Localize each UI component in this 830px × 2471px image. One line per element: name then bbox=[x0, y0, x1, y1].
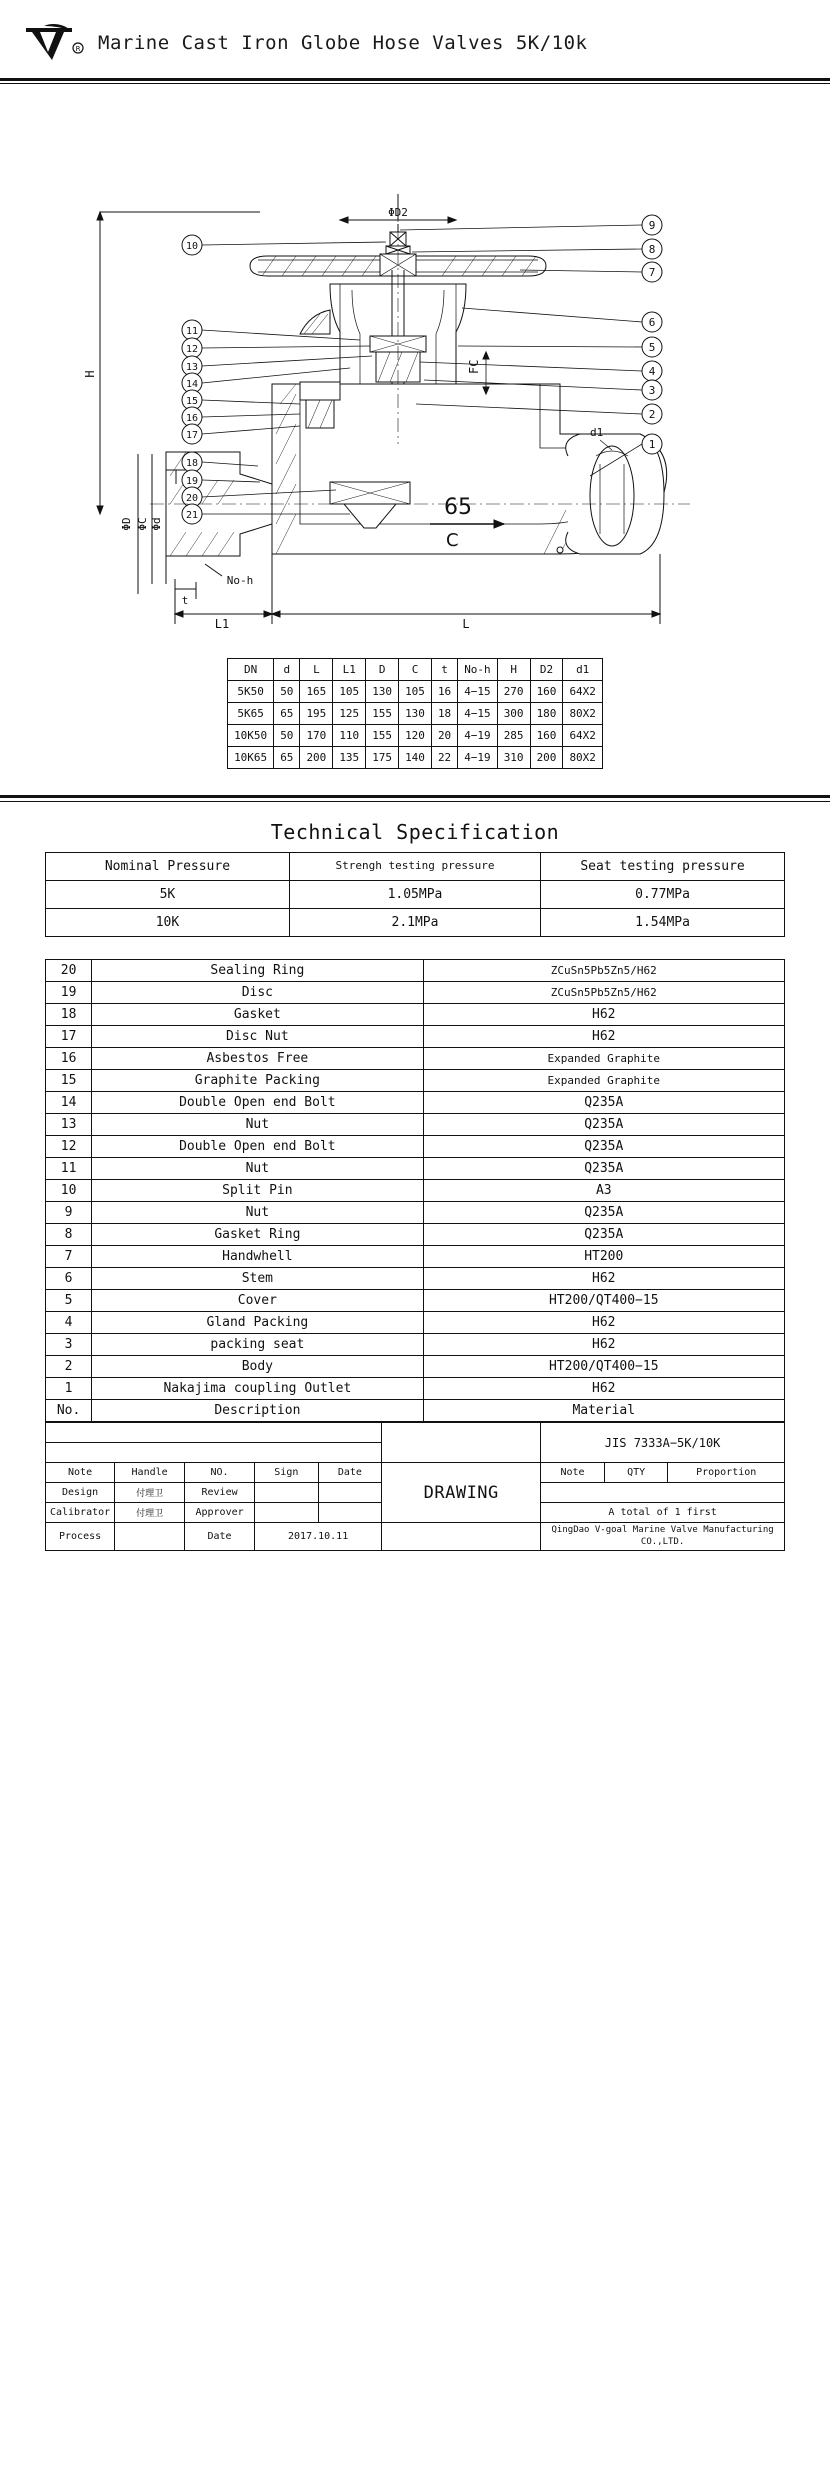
dim-header-cell: L1 bbox=[333, 659, 366, 681]
dim-cell: 64X2 bbox=[563, 725, 603, 747]
dim-cell: 130 bbox=[399, 703, 432, 725]
part-material: Q235A bbox=[423, 1092, 784, 1114]
part-description: Split Pin bbox=[92, 1180, 423, 1202]
tb-date-design bbox=[318, 1483, 382, 1503]
tb-header-date: Date bbox=[318, 1463, 382, 1483]
tb-blank-bottom bbox=[382, 1523, 541, 1551]
svg-text:Φd: Φd bbox=[150, 517, 163, 531]
part-description: Sealing Ring bbox=[92, 960, 423, 982]
dim-cell: 180 bbox=[530, 703, 563, 725]
dim-cell: 300 bbox=[497, 703, 530, 725]
tb-mid-approver: Approver bbox=[185, 1503, 255, 1523]
dim-cell: 160 bbox=[530, 725, 563, 747]
dim-header-cell: No-h bbox=[458, 659, 498, 681]
table-row bbox=[46, 1070, 785, 1092]
dim-cell: 4−19 bbox=[458, 725, 498, 747]
page-header bbox=[0, 0, 830, 72]
dim-cell: 195 bbox=[300, 703, 333, 725]
dim-cell: 20 bbox=[431, 725, 457, 747]
part-number: 11 bbox=[46, 1158, 92, 1180]
table-row bbox=[46, 881, 785, 909]
dim-cell: 125 bbox=[333, 703, 366, 725]
part-description: Body bbox=[92, 1356, 423, 1378]
dim-cell: 155 bbox=[366, 703, 399, 725]
header-rule-thick bbox=[0, 78, 830, 81]
tech-header-strength-test: Strengh testing pressure bbox=[289, 853, 540, 881]
dim-header-cell: d bbox=[274, 659, 300, 681]
part-material: Q235A bbox=[423, 1202, 784, 1224]
table-row bbox=[46, 909, 785, 937]
dimension-table-container bbox=[0, 658, 830, 769]
dim-cell: 140 bbox=[399, 747, 432, 769]
tb-right-header-note: Note bbox=[541, 1463, 605, 1483]
part-material: A3 bbox=[423, 1180, 784, 1202]
table-row bbox=[228, 725, 603, 747]
separator-rule-thin bbox=[0, 801, 830, 802]
part-description: Nut bbox=[92, 1158, 423, 1180]
table-row bbox=[46, 1004, 785, 1026]
dim-cell: 5K50 bbox=[228, 681, 274, 703]
part-description: Gland Packing bbox=[92, 1312, 423, 1334]
svg-text:18: 18 bbox=[185, 458, 199, 469]
dim-header-cell: H bbox=[497, 659, 530, 681]
parts-list-container bbox=[0, 937, 830, 1422]
table-row bbox=[46, 1268, 785, 1290]
dim-cell: 165 bbox=[300, 681, 333, 703]
tb-blank-right-1 bbox=[541, 1483, 785, 1503]
part-number: 5 bbox=[46, 1290, 92, 1312]
svg-text:d1: d1 bbox=[590, 426, 604, 439]
tb-date-process: 2017.10.11 bbox=[255, 1523, 382, 1551]
part-description: Stem bbox=[92, 1268, 423, 1290]
svg-text:11: 11 bbox=[185, 326, 199, 337]
part-material: H62 bbox=[423, 1312, 784, 1334]
part-number: 20 bbox=[46, 960, 92, 982]
part-description: Handwhell bbox=[92, 1246, 423, 1268]
part-description: packing seat bbox=[92, 1334, 423, 1356]
part-number: 9 bbox=[46, 1202, 92, 1224]
tb-blank-left-2 bbox=[46, 1443, 382, 1463]
dim-cell: 310 bbox=[497, 747, 530, 769]
dim-cell: 270 bbox=[497, 681, 530, 703]
part-material: ZCuSn5Pb5Zn5/H62 bbox=[423, 960, 784, 982]
part-description: Nut bbox=[92, 1114, 423, 1136]
part-description: Gasket Ring bbox=[92, 1224, 423, 1246]
svg-text:16: 16 bbox=[185, 413, 199, 424]
part-description: Disc Nut bbox=[92, 1026, 423, 1048]
part-description: Double Open end Bolt bbox=[92, 1136, 423, 1158]
dim-cell: 65 bbox=[274, 747, 300, 769]
table-row bbox=[46, 1334, 785, 1356]
tb-right-header-proportion: Proportion bbox=[668, 1463, 785, 1483]
tb-handle-process bbox=[115, 1523, 185, 1551]
dim-cell: 4−15 bbox=[458, 703, 498, 725]
part-material: Expanded Graphite bbox=[423, 1070, 784, 1092]
table-header-row bbox=[46, 853, 785, 881]
tb-right-header-qty: QTY bbox=[604, 1463, 668, 1483]
part-number: 1 bbox=[46, 1378, 92, 1400]
part-number: 8 bbox=[46, 1224, 92, 1246]
part-number: 17 bbox=[46, 1026, 92, 1048]
dim-cell: 200 bbox=[530, 747, 563, 769]
dim-cell: 175 bbox=[366, 747, 399, 769]
part-material: Q235A bbox=[423, 1114, 784, 1136]
parts-footer-description: Description bbox=[92, 1400, 423, 1422]
dim-cell: 285 bbox=[497, 725, 530, 747]
svg-text:6: 6 bbox=[648, 316, 656, 329]
tb-handle-calibrator: 付理卫 bbox=[115, 1503, 185, 1523]
table-row bbox=[46, 1312, 785, 1334]
tech-cell: 0.77MPa bbox=[541, 881, 785, 909]
dim-cell: 200 bbox=[300, 747, 333, 769]
dim-cell: 16 bbox=[431, 681, 457, 703]
svg-text:ΦD2: ΦD2 bbox=[388, 206, 408, 219]
svg-text:15: 15 bbox=[185, 396, 199, 407]
dim-cell: 4−19 bbox=[458, 747, 498, 769]
dim-cell: 5K65 bbox=[228, 703, 274, 725]
title-block-spacer-row bbox=[46, 1423, 785, 1443]
title-block-header-row bbox=[46, 1463, 785, 1483]
part-material: H62 bbox=[423, 1334, 784, 1356]
table-row bbox=[228, 703, 603, 725]
page-bottom-padding bbox=[0, 1551, 830, 1577]
parts-list-table bbox=[45, 959, 785, 1422]
parts-footer-no: No. bbox=[46, 1400, 92, 1422]
part-material: Q235A bbox=[423, 1136, 784, 1158]
table-row bbox=[228, 747, 603, 769]
dim-header-cell: d1 bbox=[563, 659, 603, 681]
dim-header-cell: D bbox=[366, 659, 399, 681]
tb-standard: JIS 7333A−5K/10K bbox=[541, 1423, 785, 1463]
part-number: 6 bbox=[46, 1268, 92, 1290]
separator-rule-thick bbox=[0, 795, 830, 798]
table-row bbox=[46, 1180, 785, 1202]
tb-total: A total of 1 first bbox=[541, 1503, 785, 1523]
part-material: ZCuSn5Pb5Zn5/H62 bbox=[423, 982, 784, 1004]
dim-cell: 4−15 bbox=[458, 681, 498, 703]
dim-cell: 135 bbox=[333, 747, 366, 769]
tb-sign-design bbox=[255, 1483, 319, 1503]
dim-cell: 170 bbox=[300, 725, 333, 747]
part-material: H62 bbox=[423, 1004, 784, 1026]
part-number: 15 bbox=[46, 1070, 92, 1092]
part-description: Disc bbox=[92, 982, 423, 1004]
svg-text:ΦD: ΦD bbox=[120, 517, 133, 531]
svg-text:t: t bbox=[181, 594, 189, 607]
part-number: 14 bbox=[46, 1092, 92, 1114]
part-number: 16 bbox=[46, 1048, 92, 1070]
table-row bbox=[46, 1048, 785, 1070]
tb-date-calibrator bbox=[318, 1503, 382, 1523]
title-block-row-process bbox=[46, 1523, 785, 1551]
tech-cell: 5K bbox=[46, 881, 290, 909]
tech-cell: 2.1MPa bbox=[289, 909, 540, 937]
svg-text:No-h: No-h bbox=[226, 574, 254, 587]
dim-cell: 18 bbox=[431, 703, 457, 725]
svg-text:2: 2 bbox=[648, 408, 656, 421]
table-row bbox=[46, 960, 785, 982]
table-row bbox=[46, 1114, 785, 1136]
tb-company: QingDao V-goal Marine Valve Manufacturing CO.,LTD. bbox=[541, 1523, 785, 1551]
tb-header-handle: Handle bbox=[115, 1463, 185, 1483]
svg-text:H: H bbox=[83, 370, 97, 378]
tb-drawing-word: DRAWING bbox=[382, 1463, 541, 1523]
part-number: 4 bbox=[46, 1312, 92, 1334]
svg-text:19: 19 bbox=[185, 476, 199, 487]
parts-list-footer-row bbox=[46, 1400, 785, 1422]
tech-header-nominal-pressure: Nominal Pressure bbox=[46, 853, 290, 881]
dim-cell: 155 bbox=[366, 725, 399, 747]
tech-spec-container bbox=[0, 852, 830, 937]
table-header-row bbox=[228, 659, 603, 681]
table-row bbox=[46, 1246, 785, 1268]
tb-blank-mid bbox=[382, 1423, 541, 1463]
svg-text:FC: FC bbox=[467, 359, 481, 374]
table-row bbox=[46, 982, 785, 1004]
company-logo-icon bbox=[22, 22, 84, 64]
part-material: Q235A bbox=[423, 1158, 784, 1180]
part-number: 10 bbox=[46, 1180, 92, 1202]
table-row bbox=[46, 1158, 785, 1180]
dim-cell: 50 bbox=[274, 725, 300, 747]
tech-header-seat-test: Seat testing pressure bbox=[541, 853, 785, 881]
svg-text:9: 9 bbox=[648, 219, 656, 232]
table-row bbox=[46, 1136, 785, 1158]
dim-header-cell: L bbox=[300, 659, 333, 681]
svg-text:65: 65 bbox=[444, 495, 472, 520]
part-number: 2 bbox=[46, 1356, 92, 1378]
table-row bbox=[228, 681, 603, 703]
dim-cell: 105 bbox=[399, 681, 432, 703]
part-material: HT200 bbox=[423, 1246, 784, 1268]
tb-label-calibrator: Calibrator bbox=[46, 1503, 115, 1523]
table-row bbox=[46, 1378, 785, 1400]
tb-sign-calibrator bbox=[255, 1503, 319, 1523]
svg-text:C: C bbox=[446, 530, 459, 551]
dim-cell: 110 bbox=[333, 725, 366, 747]
title-block-table bbox=[45, 1422, 785, 1551]
part-description: Gasket bbox=[92, 1004, 423, 1026]
svg-text:10: 10 bbox=[185, 241, 199, 252]
svg-text:12: 12 bbox=[185, 344, 199, 355]
svg-text:7: 7 bbox=[648, 266, 656, 279]
part-material: H62 bbox=[423, 1268, 784, 1290]
tb-header-sign: Sign bbox=[255, 1463, 319, 1483]
svg-text:5: 5 bbox=[648, 341, 656, 354]
svg-text:3: 3 bbox=[648, 384, 656, 397]
parts-footer-material: Material bbox=[423, 1400, 784, 1422]
tb-mid-date: Date bbox=[185, 1523, 255, 1551]
dim-header-cell: DN bbox=[228, 659, 274, 681]
svg-text:20: 20 bbox=[185, 493, 199, 504]
tech-cell: 1.05MPa bbox=[289, 881, 540, 909]
tb-label-design: Design bbox=[46, 1483, 115, 1503]
tb-blank-left bbox=[46, 1423, 382, 1443]
table-row bbox=[46, 1356, 785, 1378]
part-description: Nut bbox=[92, 1202, 423, 1224]
svg-text:ΦC: ΦC bbox=[136, 517, 149, 531]
part-material: H62 bbox=[423, 1378, 784, 1400]
dim-cell: 80X2 bbox=[563, 747, 603, 769]
table-row bbox=[46, 1026, 785, 1048]
table-row bbox=[46, 1290, 785, 1312]
table-row bbox=[46, 1202, 785, 1224]
dim-cell: 50 bbox=[274, 681, 300, 703]
svg-text:L: L bbox=[462, 617, 470, 631]
dim-cell: 10K65 bbox=[228, 747, 274, 769]
dim-cell: 65 bbox=[274, 703, 300, 725]
page-title: Marine Cast Iron Globe Hose Valves 5K/10k bbox=[98, 32, 588, 54]
svg-text:R: R bbox=[75, 45, 81, 53]
dim-cell: 160 bbox=[530, 681, 563, 703]
tb-handle-design: 付理卫 bbox=[115, 1483, 185, 1503]
svg-text:14: 14 bbox=[185, 379, 199, 390]
svg-text:13: 13 bbox=[185, 362, 199, 373]
dim-cell: 105 bbox=[333, 681, 366, 703]
part-description: Double Open end Bolt bbox=[92, 1092, 423, 1114]
part-material: Expanded Graphite bbox=[423, 1048, 784, 1070]
svg-text:21: 21 bbox=[185, 510, 199, 521]
part-number: 13 bbox=[46, 1114, 92, 1136]
svg-text:8: 8 bbox=[648, 243, 656, 256]
dim-header-cell: t bbox=[431, 659, 457, 681]
title-block-container bbox=[0, 1422, 830, 1551]
tech-spec-table bbox=[45, 852, 785, 937]
valve-technical-drawing bbox=[0, 84, 830, 644]
tb-mid-review: Review bbox=[185, 1483, 255, 1503]
dim-cell: 10K50 bbox=[228, 725, 274, 747]
section-separator bbox=[0, 795, 830, 802]
part-description: Asbestos Free bbox=[92, 1048, 423, 1070]
part-number: 19 bbox=[46, 982, 92, 1004]
dim-cell: 64X2 bbox=[563, 681, 603, 703]
part-description: Nakajima coupling Outlet bbox=[92, 1378, 423, 1400]
tb-label-process: Process bbox=[46, 1523, 115, 1551]
part-description: Graphite Packing bbox=[92, 1070, 423, 1092]
part-material: HT200/QT400−15 bbox=[423, 1356, 784, 1378]
dimension-table bbox=[227, 658, 603, 769]
svg-text:17: 17 bbox=[185, 430, 199, 441]
svg-text:1: 1 bbox=[648, 438, 656, 451]
part-material: HT200/QT400−15 bbox=[423, 1290, 784, 1312]
dim-cell: 80X2 bbox=[563, 703, 603, 725]
svg-text:4: 4 bbox=[648, 365, 656, 378]
tb-header-no: NO. bbox=[185, 1463, 255, 1483]
svg-text:L1: L1 bbox=[214, 617, 230, 631]
part-number: 18 bbox=[46, 1004, 92, 1026]
part-number: 12 bbox=[46, 1136, 92, 1158]
dim-header-cell: D2 bbox=[530, 659, 563, 681]
part-number: 3 bbox=[46, 1334, 92, 1356]
dim-cell: 120 bbox=[399, 725, 432, 747]
part-number: 7 bbox=[46, 1246, 92, 1268]
dim-cell: 22 bbox=[431, 747, 457, 769]
table-row bbox=[46, 1092, 785, 1114]
tech-cell: 1.54MPa bbox=[541, 909, 785, 937]
part-material: Q235A bbox=[423, 1224, 784, 1246]
table-row bbox=[46, 1224, 785, 1246]
tech-cell: 10K bbox=[46, 909, 290, 937]
dim-header-cell: C bbox=[399, 659, 432, 681]
dim-cell: 130 bbox=[366, 681, 399, 703]
tech-spec-title: Technical Specification bbox=[270, 820, 560, 844]
part-material: H62 bbox=[423, 1026, 784, 1048]
part-description: Cover bbox=[92, 1290, 423, 1312]
tb-header-note: Note bbox=[46, 1463, 115, 1483]
